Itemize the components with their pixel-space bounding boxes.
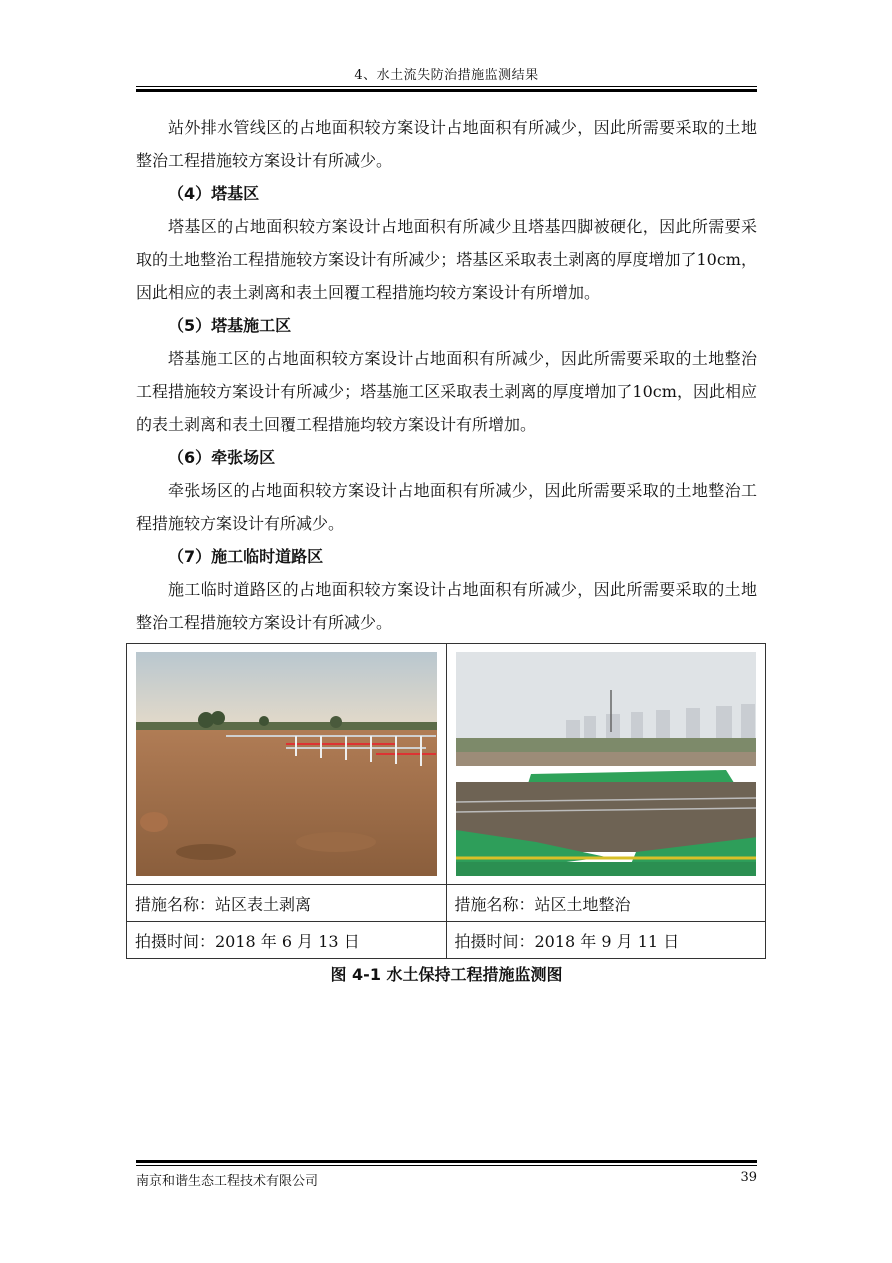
photo-land-grading (456, 652, 757, 876)
photo-time-left: 拍摄时间：2018 年 6 月 13 日 (127, 922, 447, 959)
photo-time-right: 拍摄时间：2018 年 9 月 11 日 (446, 922, 766, 959)
page-number: 39 (740, 1170, 757, 1185)
paragraph-temporary-road: 施工临时道路区的占地面积较方案设计占地面积有所减少，因此所需要采取的土地整治工程措施较方案设计有所减少。 (136, 580, 757, 632)
heading-stringing-site: （6）牵张场区 (168, 448, 276, 467)
header-title: 4、水土流失防治措施监测结果 (354, 68, 539, 83)
photo-cell-left (127, 644, 447, 885)
paragraph-drainage: 站外排水管线区的占地面积较方案设计占地面积有所减少，因此所需要采取的土地整治工程措施较方案设计有所减少。 (136, 118, 757, 170)
footer-rule-thick (136, 1160, 757, 1163)
footer-company: 南京和谐生态工程技术有限公司 (136, 1174, 319, 1189)
header-rule-thin (136, 86, 757, 87)
heading-temporary-road: （7）施工临时道路区 (168, 547, 324, 566)
measure-name-right: 措施名称：站区土地整治 (446, 885, 766, 922)
photo-topsoil-stripping (136, 652, 437, 876)
heading-tower-base: （4）塔基区 (168, 184, 260, 203)
monitoring-photo-table (126, 643, 766, 959)
heading-tower-construction: （5）塔基施工区 (168, 316, 292, 335)
photo-cell-right (446, 644, 766, 885)
figure-caption: 图 4-1 水土保持工程措施监测图 (330, 965, 563, 984)
paragraph-tower-construction: 塔基施工区的占地面积较方案设计占地面积有所减少，因此所需要采取的土地整治工程措施较方案设计有所减少；塔基施工区采取表土剥离的厚度增加了10cm，因此相应的表土剥离和表土回覆工程措施均较方案设计有所增加。 (136, 349, 757, 434)
measure-name-left: 措施名称：站区表土剥离 (127, 885, 447, 922)
footer-rule-thin (136, 1165, 757, 1166)
paragraph-stringing-site: 牵张场区的占地面积较方案设计占地面积有所减少，因此所需要采取的土地整治工程措施较方案设计有所减少。 (136, 481, 757, 533)
paragraph-tower-base: 塔基区的占地面积较方案设计占地面积有所减少且塔基四脚被硬化，因此所需要采取的土地整治工程措施较方案设计有所减少；塔基区采取表土剥离的厚度增加了10cm，因此相应的表土剥离和表土回覆工程措施均较方案设计有所增加。 (136, 217, 757, 302)
page-body (136, 111, 757, 639)
header-rule-thick (136, 89, 757, 92)
